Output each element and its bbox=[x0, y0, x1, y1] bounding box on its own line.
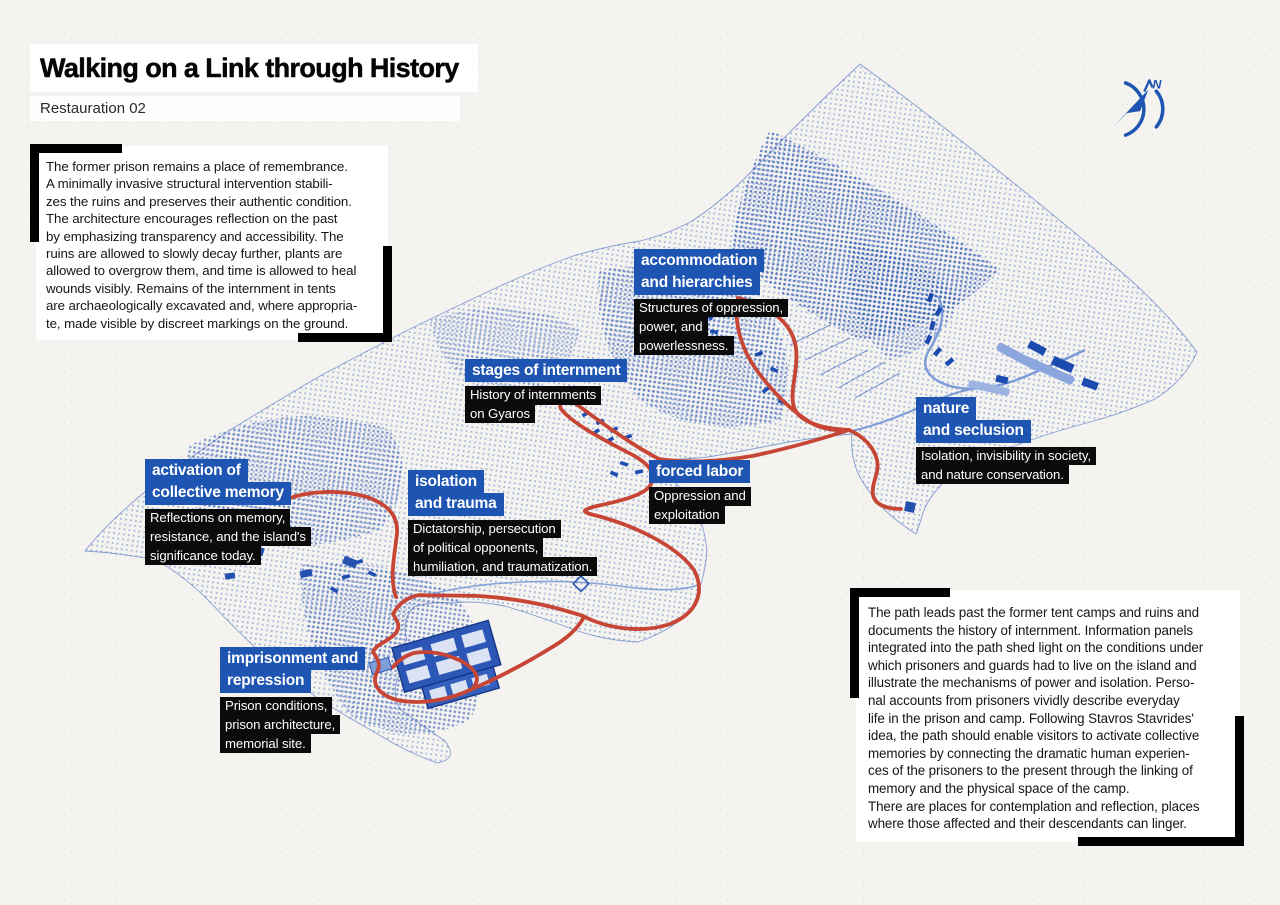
note-line: wounds visibly. Remains of the internment in tents bbox=[46, 280, 336, 296]
topic-description-line: and nature conservation. bbox=[916, 465, 1069, 484]
note-line: allowed to overgrow them, and time is allowed to heal bbox=[46, 263, 357, 279]
topic-description-line: powerlessness. bbox=[634, 336, 734, 355]
topic-description-line: Reflections on memory, bbox=[145, 509, 290, 528]
map-label-isolation-and-trauma bbox=[408, 470, 597, 576]
bracket-top-left bbox=[30, 144, 122, 242]
note-line: te, made visible by discreet markings on the ground. bbox=[46, 315, 349, 331]
note-line: illustrate the mechanisms of power and isolation. Perso- bbox=[868, 675, 1195, 691]
note-line: memory and the physical space of the camp. bbox=[868, 780, 1130, 796]
topic-description-line: humiliation, and traumatization. bbox=[408, 557, 597, 576]
note-line: by emphasizing transparency and accessibility. The bbox=[46, 228, 344, 244]
topic-description-line: of political opponents, bbox=[408, 538, 543, 557]
topic-description bbox=[220, 697, 365, 753]
topic-description-line: Isolation, invisibility in society, bbox=[916, 447, 1096, 466]
note-line: where those affected and their descendants can linger. bbox=[868, 816, 1187, 832]
topic-title-line: and trauma bbox=[408, 493, 504, 516]
topic-title-line: collective memory bbox=[145, 482, 291, 505]
note-line: There are places for contemplation and reflection, places bbox=[868, 798, 1200, 814]
note-line: documents the history of internment. Information panels bbox=[868, 622, 1193, 638]
topic-description-line: significance today. bbox=[145, 546, 261, 565]
topic-title-line: isolation bbox=[408, 470, 484, 493]
topic-title-line: forced labor bbox=[649, 460, 750, 483]
topic-title-line: nature bbox=[916, 397, 976, 420]
topic-title-line: accommodation bbox=[634, 249, 764, 272]
topic-description-line: History of internments bbox=[465, 386, 601, 405]
left-note bbox=[36, 146, 388, 340]
note-line: The architecture encourages reflection on the past bbox=[46, 211, 338, 227]
note-line: memories by connecting the dramatic human experien- bbox=[868, 745, 1190, 761]
topic-description bbox=[145, 509, 311, 565]
note-line: are archaeologically excavated and, where appropria- bbox=[46, 298, 358, 314]
topic-description-line: exploitation bbox=[649, 506, 725, 525]
topic-description bbox=[649, 487, 751, 524]
topic-title-line: and seclusion bbox=[916, 420, 1031, 443]
title-strip bbox=[30, 44, 478, 92]
map-label-stages-of-internment bbox=[465, 359, 627, 423]
note-line: idea, the path should enable visitors to activate collective bbox=[868, 728, 1200, 744]
topic-description-line: resistance, and the island's bbox=[145, 527, 311, 546]
topic-title-line: repression bbox=[220, 670, 311, 693]
note-line: life in the prison and camp. Following Stavros Stavrides' bbox=[868, 710, 1194, 726]
note-line: nal accounts from prisoners vividly describe everyday bbox=[868, 692, 1180, 708]
note-line: A minimally invasive structural intervention stabili- bbox=[46, 176, 333, 192]
bracket-bottom-right bbox=[1078, 716, 1244, 846]
subtitle-strip bbox=[30, 96, 460, 121]
map-label-forced-labor bbox=[649, 460, 751, 524]
bracket-top-left bbox=[850, 588, 950, 698]
topic-description-line: on Gyaros bbox=[465, 405, 535, 424]
note-line: ces of the prisoners to the present through the linking of bbox=[868, 763, 1193, 779]
compass-north-label: N bbox=[1152, 77, 1162, 92]
topic-description-line: power, and bbox=[634, 317, 708, 336]
note-line: The former prison remains a place of remembrance. bbox=[46, 159, 348, 174]
topic-title-line: and hierarchies bbox=[634, 272, 760, 295]
topic-title-line: activation of bbox=[145, 459, 248, 482]
topic-description bbox=[408, 520, 597, 576]
topic-description bbox=[634, 299, 788, 355]
map-label-activation-of-collective-memory bbox=[145, 459, 311, 565]
topic-description-line: Oppression and bbox=[649, 487, 751, 506]
right-note bbox=[856, 590, 1240, 842]
note-line: ruins are allowed to slowly decay further, plants are bbox=[46, 246, 343, 262]
topic-description-line: Structures of oppression, bbox=[634, 299, 788, 318]
topic-description bbox=[465, 386, 627, 423]
note-line: zes the ruins and preserves their authentic condition. bbox=[46, 193, 352, 209]
topic-description-line: memorial site. bbox=[220, 734, 311, 753]
note-line: integrated into the path shed light on the conditions under bbox=[868, 640, 1204, 656]
topic-description bbox=[916, 447, 1096, 484]
topic-title-line: imprisonment and bbox=[220, 647, 365, 670]
page-title: Walking on a Link through History bbox=[40, 52, 459, 83]
map-label-accommodation-and-hierarchies bbox=[634, 249, 788, 355]
topic-description-line: Dictatorship, persecution bbox=[408, 520, 561, 539]
topic-description-line: prison architecture, bbox=[220, 715, 340, 734]
note-line: The path leads past the former tent camps and ruins and bbox=[868, 605, 1199, 620]
bracket-bottom-right bbox=[298, 246, 392, 342]
map-label-nature-and-seclusion bbox=[916, 397, 1096, 484]
note-line: which prisoners and guards had to live on the island and bbox=[868, 657, 1197, 673]
topic-description-line: Prison conditions, bbox=[220, 697, 332, 716]
page-subtitle: Restauration 02 bbox=[40, 100, 146, 117]
topic-title-line: stages of internment bbox=[465, 359, 627, 382]
map-label-imprisonment-and-repression bbox=[220, 647, 365, 753]
